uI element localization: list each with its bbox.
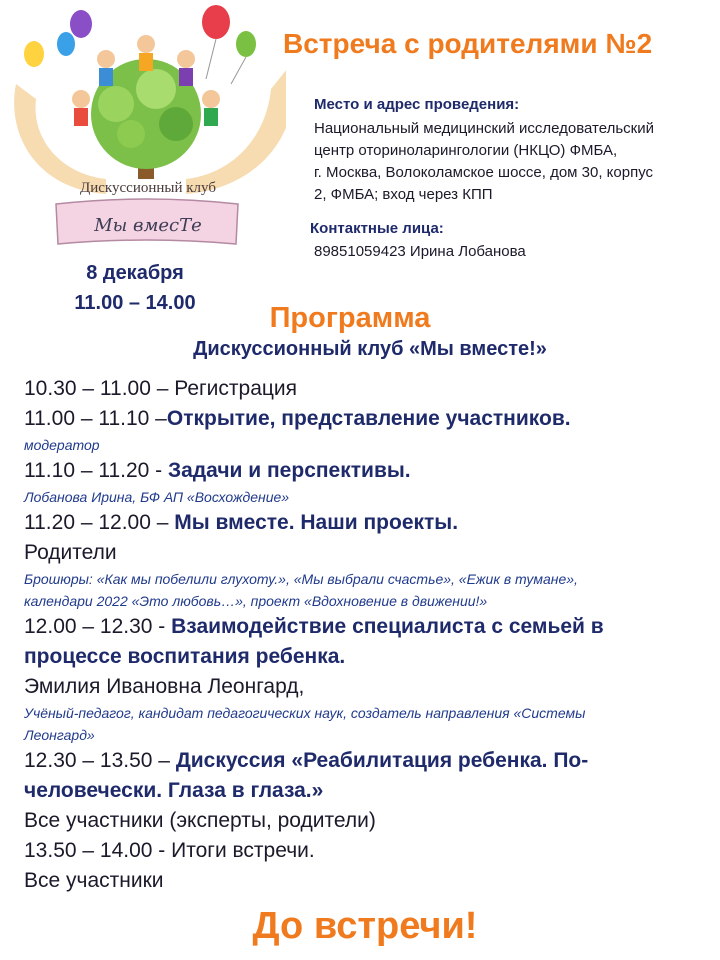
venue-line: 2, ФМБА; вход через КПП [314,186,493,203]
schedule-item: 12.00 – 12.30 - Взаимодействие специалиста с семьей в [24,615,604,638]
schedule-item-cont: процессе воспитания ребенка. [24,645,346,668]
svg-text:Дискуссионный клуб: Дискуссионный клуб [80,180,216,196]
schedule [24,374,714,896]
schedule-item: 11.20 – 12.00 – Мы вместе. Наши проекты. [24,511,459,534]
program-title: Программа [269,302,431,334]
schedule-note: Лобанова Ирина, БФ АП «Восхождение» [24,489,290,505]
schedule-item: 11.10 – 11.20 - Задачи и перспективы. [24,459,411,482]
schedule-item: 13.50 – 14.00 - Итоги встречи. [24,839,315,862]
schedule-speaker: Родители [24,541,117,564]
contact-info: 89851059423 Ирина Лобанова [314,243,526,260]
schedule-item: 12.30 – 13.50 – Дискуссия «Реабилитация ребенка. По- [24,749,589,772]
venue-line: центр оториноларингологии (НКЦО) ФМБА, [314,142,618,159]
schedule-note: Учёный-педагог, кандидат педагогических наук, создатель направления «Системы [24,705,586,721]
event-time: 11.00 – 14.00 [74,292,196,314]
program-subtitle: Дискуссионный клуб «Мы вместе!» [193,338,547,360]
venue-address [314,118,714,206]
contact-label: Контактные лица: [310,220,444,237]
schedule-item: 10.30 – 11.00 – Регистрация [24,377,298,400]
schedule-note: Леонгард» [24,727,95,743]
venue-line: Национальный медицинский исследовательский [314,120,654,137]
schedule-note: модератор [24,437,100,453]
schedule-note: календари 2022 «Это любовь…», проект «Вдохновение в движении!» [24,593,488,609]
schedule-speaker: Все участники (эксперты, родители) [24,809,376,832]
schedule-speaker: Все участники [24,869,164,892]
schedule-item: 11.00 – 11.10 –Открытие, представление участников. [24,407,571,430]
club-logo [6,4,286,254]
venue-label: Место и адрес проведения: [314,96,520,113]
schedule-speaker: Эмилия Ивановна Леонгард, [24,675,305,698]
event-day: 8 декабря [86,262,184,284]
schedule-note: Брошюры: «Как мы побелили глухоту.», «Мы выбрали счастье», «Ежик в тумане», [24,571,578,587]
event-title: Встреча с родителями №2 [283,28,653,59]
closing-text: До встречи! [252,905,478,947]
venue-line: г. Москва, Волоколамское шоссе, дом 30, корпус [314,164,654,181]
schedule-item-cont: человечески. Глаза в глаза.» [24,779,324,802]
svg-text:Мы вмесТе: Мы вмесТе [94,215,202,236]
